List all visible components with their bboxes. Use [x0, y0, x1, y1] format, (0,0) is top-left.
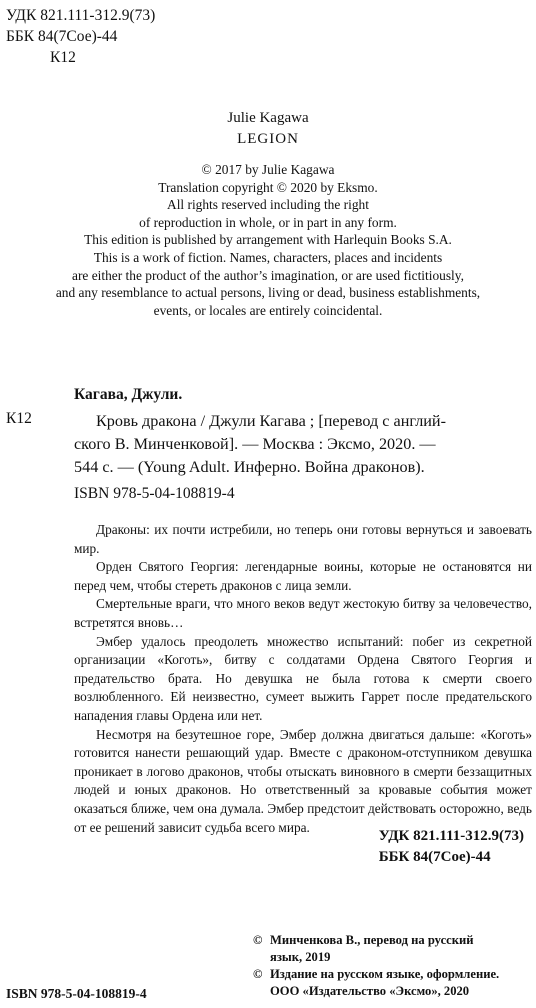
annotation-paragraph: Несмотря на безутешное горе, Эмбер должна двигаться дальше: «Коготь» готовится нанести решающий удар. Вместе с драконом-отступником девушка проникает в логово драконов, чтобы отыскать виновного в смерти беззащитных людей и юных драконов. Но ответственный за кровавые события может оказаться ближе, чем она думала. Эмбер предстоит действовать осторожно, ведь от ее решений зависит судьба всего мира.: [74, 726, 532, 835]
description-line: ского В. Минченковой]. — Москва : Эксмо, 2020. —: [74, 435, 436, 453]
original-author: Julie Kagawa: [227, 110, 309, 126]
top-classification-codes: [6, 5, 155, 68]
copyright-symbol: ©: [253, 933, 263, 947]
udk-code-bottom: УДК 821.111-312.9(73): [378, 828, 524, 844]
edition-credit: [253, 966, 499, 1000]
annotation-paragraph: Эмбер удалось преодолеть множество испытаний: побег из секретной организации «Коготь», битву с солдатами Ордена Святого Георгия и предательство брата. Но девушка не была готова к смерти своего возлюбленного. Ей неизвестно, сумеет выжить Гаррет после предательского нападения главы Ордена или нет.: [74, 633, 532, 723]
bibliographic-code: К12: [6, 410, 32, 427]
translation-credit: [253, 932, 499, 966]
publisher-credits: [253, 932, 499, 1000]
original-title: LEGION: [237, 131, 299, 147]
credit-line: Издание на русском языке, оформление.: [270, 967, 500, 981]
annotation-paragraph: Орден Святого Георгия: легендарные воины, которые не остановятся ни перед чем, чтобы стереть драконов с лица земли.: [74, 559, 532, 593]
copyright-line: events, or locales are entirely coincidental.: [153, 302, 383, 318]
annotation-paragraph: Смертельные враги, что много веков ведут жестокую битву за человечество, встретятся вновь…: [74, 596, 532, 630]
author-sign-code: К12: [50, 49, 76, 66]
credit-line: ООО «Издательство «Эксмо», 2020: [270, 984, 470, 998]
credit-line: язык, 2019: [270, 950, 331, 964]
bbk-code: ББК 84(7Сое)-44: [6, 28, 118, 45]
udk-code: УДК 821.111-312.9(73): [6, 7, 156, 24]
credit-line: Минченкова В., перевод на русский: [270, 933, 474, 947]
description-line: Кровь дракона / Джули Кагава ; [перевод с англий-: [96, 412, 446, 430]
bbk-code-bottom: ББК 84(7Сое)-44: [378, 849, 491, 865]
copyright-line: and any resemblance to actual persons, living or dead, business establishments,: [55, 285, 481, 301]
copyright-line: are either the product of the author’s imagination, or are used fictitiously,: [72, 267, 464, 283]
copyright-line: All rights reserved including the right: [167, 197, 369, 213]
copyright-line: of reproduction in whole, or in part in any form.: [139, 214, 397, 230]
isbn-bottom: ISBN 978-5-04-108819-4: [6, 986, 147, 1001]
annotation-paragraph: Драконы: их почти истребили, но теперь они готовы вернуться и завоевать мир.: [74, 522, 532, 556]
bottom-classification-codes: [379, 826, 524, 868]
copyright-notice: [0, 161, 536, 319]
annotation: [74, 521, 532, 837]
bibliographic-author: Кагава, Джули.: [74, 386, 183, 403]
copyright-line: This is a work of fiction. Names, characters, places and incidents: [93, 249, 443, 265]
description-line: 544 с. — (Young Adult. Инферно. Война драконов).: [74, 458, 425, 476]
copyright-line: This edition is published by arrangement with Harlequin Books S.A.: [84, 232, 452, 248]
bibliographic-description: [74, 410, 526, 479]
isbn: ISBN 978-5-04-108819-4: [74, 485, 235, 502]
copyright-line: © 2017 by Julie Kagawa: [201, 162, 335, 177]
copyright-line: Translation copyright © 2020 by Eksmo.: [158, 179, 378, 195]
copyright-symbol: ©: [253, 967, 263, 981]
